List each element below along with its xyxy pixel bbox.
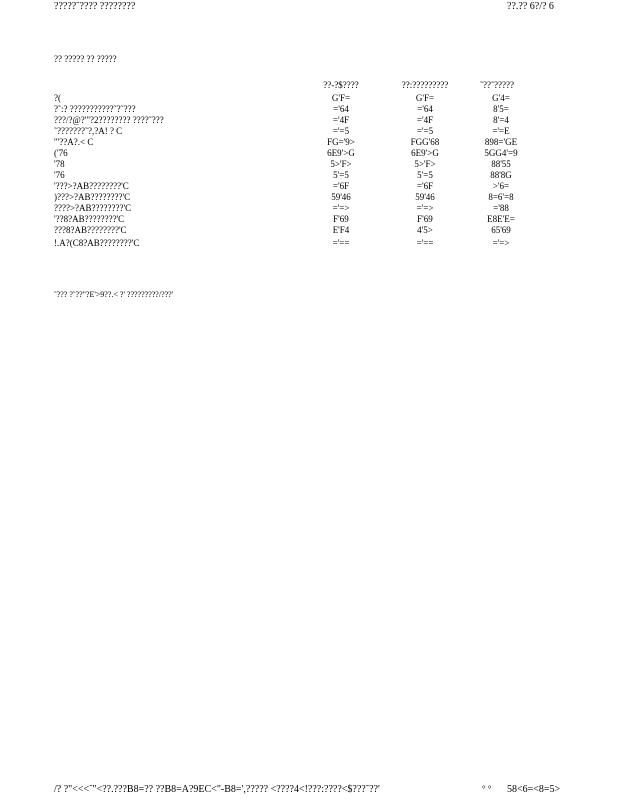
- row-label: '??8?AB????????'C: [54, 214, 125, 224]
- cell-col-3: 8'=4: [493, 115, 509, 125]
- table-row: [54, 181, 510, 192]
- row-label: '"??A?.< C: [54, 137, 94, 147]
- column-header-2: ??:?????????: [401, 80, 449, 90]
- cell-col-1: E'F4: [332, 225, 350, 235]
- cell-col-2: 6E9'>G: [411, 148, 439, 158]
- table-row: [54, 214, 515, 225]
- row-label: !.A?(C8?AB????????'C: [54, 238, 140, 248]
- column-header-3: ˜??˜?????: [480, 80, 514, 90]
- row-label: ???8?AB????????'C: [54, 225, 127, 235]
- row-label: ˜???????˜?,?A! ? C: [54, 126, 123, 136]
- row-label: '78: [54, 159, 65, 169]
- cell-col-3: ='88: [493, 203, 509, 213]
- cell-col-2: ='4F: [416, 115, 434, 125]
- cell-col-1: ='=5: [332, 126, 350, 136]
- cell-col-2: 4'5>: [417, 225, 433, 235]
- cell-col-2: 5>'F>: [414, 159, 436, 169]
- cell-col-1: FG='9>: [327, 137, 355, 147]
- cell-col-2: F'69: [417, 214, 433, 224]
- table-row: [54, 238, 510, 249]
- cell-col-3: G'4=: [492, 93, 510, 103]
- table-row: [54, 126, 510, 137]
- table-row: [54, 137, 518, 148]
- cell-col-3: 65'69: [491, 225, 511, 235]
- table-row: [54, 225, 511, 236]
- cell-col-3: 8'5=: [493, 104, 509, 114]
- cell-col-2: ='6F: [416, 181, 434, 191]
- cell-col-2: ='=5: [416, 126, 434, 136]
- cell-col-1: 5>'F>: [330, 159, 352, 169]
- row-label: ?˜:? ???????????˜?˜???: [54, 104, 136, 114]
- cell-col-3: ='=>: [492, 238, 510, 248]
- table-row: [54, 192, 514, 203]
- cell-col-1: 59'46: [331, 192, 351, 202]
- cell-col-1: ='6F: [332, 181, 350, 191]
- table-row: [54, 170, 512, 181]
- cell-col-3: >'6=: [492, 181, 510, 191]
- row-label: ???/?@?'"?2???????? ????˜???: [54, 115, 164, 125]
- table-row: [54, 159, 511, 170]
- cell-col-1: 5'=5: [333, 170, 349, 180]
- row-label: '76: [54, 170, 65, 180]
- cell-col-1: G'F=: [331, 93, 351, 103]
- cell-col-2: 59'46: [415, 192, 435, 202]
- cell-col-3: 898='GE: [484, 137, 518, 147]
- cell-col-3: 5GG4'=9: [484, 148, 518, 158]
- cell-col-3: 88'55: [491, 159, 511, 169]
- row-label: ????>?AB????????'C: [54, 203, 132, 213]
- cell-col-2: ='=>: [416, 203, 434, 213]
- table-row: [54, 104, 509, 115]
- cell-col-1: F'69: [333, 214, 349, 224]
- cell-col-1: ='=>: [332, 203, 350, 213]
- header-page-info: ??.?? 6?/? 6: [507, 1, 554, 12]
- cell-col-2: FGG'68: [410, 137, 440, 147]
- table-row: [54, 93, 510, 104]
- section-title: ?? ????? ?? ?????: [54, 54, 117, 64]
- cell-col-3: 8=6'=8: [488, 192, 514, 202]
- table-row: [54, 148, 518, 159]
- cell-col-3: E8E'E=: [487, 214, 515, 224]
- row-label: )???>?AB????????'C: [54, 192, 131, 202]
- cell-col-2: ='==: [416, 238, 434, 248]
- cell-col-2: G'F=: [415, 93, 435, 103]
- data-table: [54, 80, 518, 249]
- cell-col-1: ='64: [333, 104, 349, 114]
- cell-col-1: ='==: [332, 238, 350, 248]
- footer-marks: ° °: [482, 784, 492, 794]
- footer-page-number: 58<6=<8=5>: [507, 784, 561, 795]
- header-title: ?????˜???? ????????: [54, 1, 136, 12]
- footnote: ˜??? ?˜??"?E'>9??.< ?' ?????????/???': [54, 290, 174, 299]
- cell-col-3: 88'8G: [490, 170, 512, 180]
- table-row: [54, 115, 509, 126]
- row-label: ?(: [54, 93, 61, 103]
- cell-col-1: 6E9'>G: [327, 148, 355, 158]
- column-header-1: ??-?$????: [323, 80, 359, 90]
- cell-col-2: 5'=5: [417, 170, 433, 180]
- footer-text: /? ?"<<<˜"<??.???B8=?? ??B8=A?9EC<"-B8=',????? <????4<!???:????<$???˜??': [54, 784, 380, 795]
- table-row: [54, 203, 509, 214]
- row-label: ('76: [54, 148, 68, 158]
- cell-col-1: ='4F: [332, 115, 350, 125]
- table-header: [54, 80, 514, 93]
- cell-col-3: ='=E: [492, 126, 510, 136]
- row-label: '???>?AB????????'C: [54, 181, 129, 191]
- cell-col-2: ='64: [417, 104, 433, 114]
